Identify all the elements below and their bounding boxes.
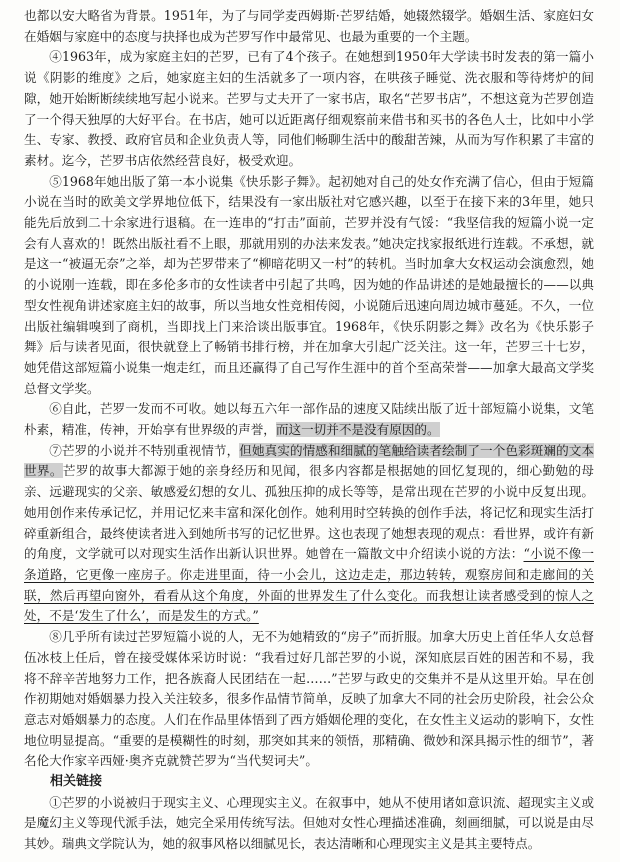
paragraph-5: ⑤1968年她出版了第一本小说集《快乐影子舞》。起初她对自己的处女作充满了信心，但由于短篇小说在当时的欧美文学界地位低下，结果没有一家出版社对它感兴趣，以至于在接下来的3年里，她只能先后放到二十余家进行退稿。在一连串的“打击”面前，芒罗并没有气馁：“我坚信我的短篇小说一定会有人喜欢的！既然出版社看不上眼，那就用别的办法来发表。”她决定找家报纸进行连载。不承想，就是这一“被逼无奈”之举，却为芒罗带来了“柳暗花明又一村”的转机。当时加拿大女权运动会演愈烈，她的小说刚一连载，即在多伦多市的女性读者中引起了共鸣，因为她的作品讲述的是她最擅长的——以典型女性视角讲述家庭主妇的故事，所以当地女性竞相传阅，小说随后迅速向周边城市蔓延。不久，一位出版社编辑嗅到了商机，当即找上门来洽谈出版事宜。1968年，《快乐阴影之舞》改名为《快乐影子舞》后与读者见面，很快就登上了畅销书排行榜，并在加拿大引起广泛关注。这一年，芒罗三十七岁，她凭借这部短篇小说集一炮走红，而且还赢得了自己写作生涯中的首个至高荣誉——加拿大最高文学奖总督文学奖。 — [24, 173, 594, 396]
paragraph-7 — [24, 441, 594, 627]
paragraph-4: ④1963年，成为家庭主妇的芒罗，已有了4个孩子。在她想到1950年大学读书时发表的第一篇小说《阴影的维度》之后，她家庭主妇的生活就多了一项内容，在哄孩子睡觉、洗衣服和等待烤炉的间隙，她开始断断续续地写起小说来。芒罗与丈夫开了一家书店，取名“芒罗书店”，不想这竟为芒罗创造了一个得天独厚的大好平台。在书店，她可以近距离仔细观察前来借书和买书的各色人士，比如中小学生、专家、教授、政府官员和企业负责人等，同他们畅聊生活中的酸甜苦辣，从而为写作积累了丰富的素材。迄今，芒罗书店依然经营良好，极受欢迎。 — [24, 49, 594, 168]
underlined-quote: “小说不像一条道路，它更像一座房子。你走进里面，待一小会儿，这边走走，那边转转，观察房间和走廊间的关联，然后再望向窗外，看看从这个角度，外面的世界发生了什么变化。而我想让读者感受到的惊人之处，不是‘发生了什么’，而是发生的方式。” — [24, 546, 594, 624]
paragraph-6-text: ⑥自此，芒罗一发而不可收。她以每五六年一部作品的速度又陆续出版了近十部短篇小说集，文笔朴素，精准，传神，开始享有世界级的声誉， — [24, 401, 594, 438]
highlighted-sentence-7: 但她真实的情感和细腻的笔触给读者绘制了一个色彩斑斓的文本世界。 — [24, 442, 594, 479]
paragraph-intro: 也都以安大略省为背景。1951年，为了与同学麦西姆斯·芒罗结婚，她辍然辍学。婚姻生活、家庭妇女在婚姻与家庭中的态度与抉择也成为芒罗写作中最常见、也最为重要的一个主题。 — [24, 8, 594, 44]
paragraph-7-body: 芒罗的故事大都源于她的亲身经历和见闻，很多内容都是根据她的回忆复现的，细心勤勉的母亲、远避现实的父亲、敏感爱幻想的女儿、孤独压抑的成长等等，是常出现在芒罗的小说中反复出现。她用创作来传承记忆，并用记忆来丰富和深化创作。她利用时空转换的创作手法，将记忆和现实生活打碎重新组合，最终使读者进入到她所书写的记忆世界。这也表现了她想表现的观点：看世界，或许有新的角度，文学就可以对现实生活作出新认识世界。她曾在一篇散文中介绍读小说的方法： — [24, 463, 595, 562]
related-links-heading: 相关链接 — [50, 774, 103, 790]
highlighted-sentence-6: 而这一切并不是没有原因的。 — [275, 422, 440, 438]
paragraph-6 — [24, 399, 594, 440]
paragraph-8: ⑧几乎所有读过芒罗短篇小说的人，无不为她精致的“房子”而折服。加拿大历史上首任华人女总督伍冰枝上任后，曾在接受媒体采访时说：“我看过好几部芒罗的小说，深知底层百姓的困苦和不易，我将不辞辛苦地努力工作，把各族裔人民团结在一起……”芒罗与政史的交集并不是从这里开始。早在创作初期她对婚姻暴力投入关注较多，很多作品情节简单，反映了加拿大不同的社会历史阶段，社会公众意志对婚姻暴力的态度。人们在作品里体悟到了西方婚姻伦理的变化，在女性主义运动的影响下，女性地位明显提高。“重要的是模糊性的时刻，那突如其来的领悟，那精确、微妙和深具揭示性的细节”，著名伦大作家辛西娅·奥齐克就赞芒罗为“当代契诃夫”。 — [24, 629, 594, 769]
related-link-paragraph: ①芒罗的小说被归于现实主义、心理现实主义。在叙事中，她从不使用诸如意识流、超现实主义或是魔幻主义等现代派手法，她完全采用传统写法。但她对女性心理描述准确，刻画细腻，可以说是由尽其妙。瑞典文学院认为，她的叙事风格以细腻见长，表达清晰和心理现实主义是其主要特点。 — [24, 794, 594, 852]
paragraph-7-lead: ⑦芒罗的小说并不特别重视情节， — [49, 442, 240, 458]
